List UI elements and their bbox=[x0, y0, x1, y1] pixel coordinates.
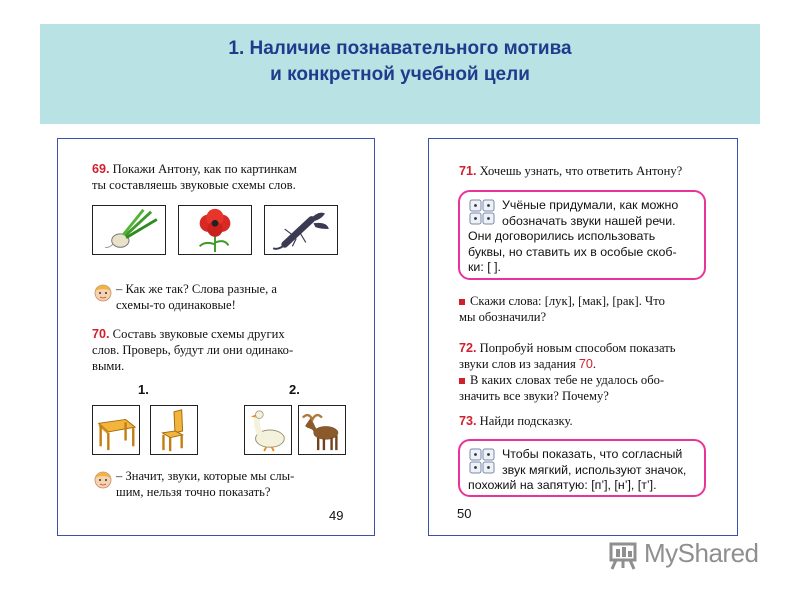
task-say-words bbox=[459, 293, 731, 325]
exercise-70-text-3: выми. bbox=[92, 359, 125, 373]
page-number: 49 bbox=[329, 508, 344, 523]
dice-icon bbox=[468, 447, 496, 475]
task-marker bbox=[459, 378, 465, 384]
exercise-72-text-2: звуки слов из задания bbox=[459, 357, 579, 371]
exercise-69-text-1: Покажи Антону, как по картинкам bbox=[109, 162, 297, 176]
exercise-72 bbox=[459, 340, 731, 404]
goose-icon bbox=[244, 405, 292, 455]
dialog-2 bbox=[116, 468, 368, 500]
task-say-words-line-1: Скажи слова: [лук], [мак], [рак]. Что bbox=[470, 294, 665, 308]
exercise-number-72: 72. bbox=[459, 341, 477, 355]
group-1-label: 1. bbox=[138, 382, 149, 397]
textbook-page-49 bbox=[57, 138, 375, 536]
slide-title bbox=[40, 36, 760, 88]
rule-box-line-3: Они договорились использовать bbox=[468, 229, 656, 243]
exercise-reference-70: 70 bbox=[578, 357, 593, 371]
exercise-71-text: Хочешь узнать, что ответить Антону? bbox=[476, 164, 683, 178]
rule-box-line-5: ки: [ ]. bbox=[468, 260, 501, 274]
page-number: 50 bbox=[457, 506, 472, 521]
title-line-1: 1. Наличие познавательного мотива bbox=[228, 38, 572, 59]
logo-text: MyShared bbox=[644, 538, 759, 568]
exercise-73-text: Найди подсказку. bbox=[476, 414, 573, 428]
boy-avatar-icon bbox=[92, 467, 114, 491]
rule-box-2-line-1: Чтобы показать, что согласный bbox=[502, 447, 683, 461]
group-2-label: 2. bbox=[289, 382, 300, 397]
rule-box-line-1: Учёные придумали, как можно bbox=[502, 198, 679, 212]
rule-box-line-4: буквы, но ставить их в особые скоб- bbox=[468, 244, 677, 259]
exercise-number-69: 69. bbox=[92, 162, 110, 176]
task-2-line-2: значить все звуки? Почему? bbox=[459, 389, 609, 403]
boy-avatar-icon bbox=[92, 280, 114, 304]
exercise-69 bbox=[92, 161, 362, 193]
table-icon bbox=[92, 405, 140, 455]
exercise-70 bbox=[92, 326, 368, 374]
exercise-number-70: 70. bbox=[92, 327, 110, 341]
task-2-line-1: В каких словах тебе не удалось обо- bbox=[470, 373, 665, 387]
poppy-icon bbox=[178, 205, 252, 255]
onion-icon bbox=[92, 205, 166, 255]
dialog-2-line-1: – Значит, звуки, которые мы слы- bbox=[116, 469, 295, 483]
exercise-number-71: 71. bbox=[459, 164, 477, 178]
myshared-logo[interactable] bbox=[608, 538, 768, 570]
crayfish-icon bbox=[264, 205, 338, 255]
exercise-70-text-2: слов. Проверь, будут ли они одинако- bbox=[92, 343, 294, 357]
exercise-71 bbox=[459, 163, 729, 179]
title-line-2: и конкретной учебной цели bbox=[270, 64, 530, 85]
dialog-2-line-2: шим, нельзя точно показать? bbox=[116, 485, 271, 499]
exercise-69-text-2: ты составляешь звуковые схемы слов. bbox=[92, 178, 296, 192]
task-say-words-line-2: мы обозначили? bbox=[459, 310, 547, 324]
task-marker bbox=[459, 299, 465, 305]
dialog-1 bbox=[116, 281, 366, 313]
exercise-number-73: 73. bbox=[459, 414, 477, 428]
rule-box-2-line-2: звук мягкий, используют значок, bbox=[502, 462, 687, 477]
exercise-72-period: . bbox=[592, 357, 597, 371]
chair-icon bbox=[150, 405, 198, 455]
exercise-70-text-1: Составь звуковые схемы других bbox=[109, 327, 285, 341]
exercise-73 bbox=[459, 413, 731, 429]
dice-icon bbox=[468, 198, 496, 226]
presentation-board-icon bbox=[608, 540, 640, 570]
dialog-1-line-1: – Как же так? Слова разные, а bbox=[116, 282, 277, 296]
exercise-72-text-1: Попробуй новым способом показать bbox=[476, 341, 676, 355]
textbook-page-50 bbox=[428, 138, 738, 536]
moose-icon bbox=[298, 405, 346, 455]
rule-box-brackets bbox=[458, 190, 706, 280]
rule-box-line-2: обозначать звуки нашей речи. bbox=[502, 213, 676, 228]
dialog-1-line-2: схемы-то одинаковые! bbox=[116, 298, 236, 312]
title-banner bbox=[40, 24, 760, 124]
rule-box-2-line-3: похожий на запятую: [п’], [н’], [т’]. bbox=[468, 478, 657, 492]
rule-box-soft-sign bbox=[458, 439, 706, 497]
